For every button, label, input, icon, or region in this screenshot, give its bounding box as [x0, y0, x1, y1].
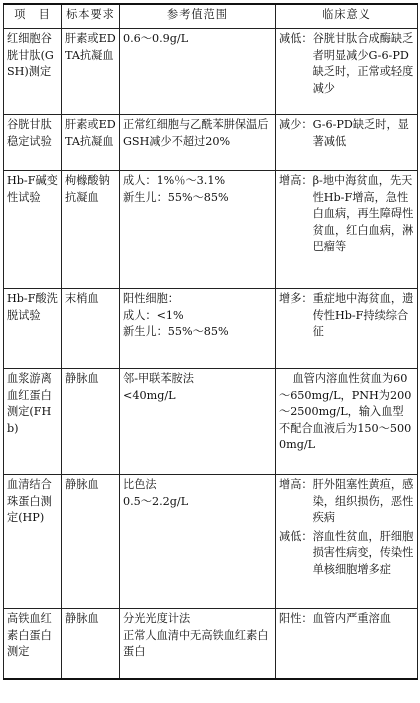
significance-text: 血管内严重溶血	[312, 612, 391, 625]
cell-specimen: 静脉血	[62, 609, 120, 679]
significance-text: 谷胱甘肽合成酶缺乏者明显减少G-6-PD缺乏时，正常或轻度减少	[312, 32, 414, 95]
table-row	[4, 115, 418, 171]
cell-item: 血清结合珠蛋白测定(HP)	[4, 475, 62, 609]
cell-significance	[276, 369, 418, 475]
cell-item: 谷胱甘肽稳定试验	[4, 115, 62, 171]
cell-significance	[276, 289, 418, 369]
reference-line: 0.6～0.9g/L	[123, 32, 189, 45]
significance-label: 减少：	[279, 118, 313, 131]
significance-text: 肝外阻塞性黄疸，感染，组织损伤，恶性疾病	[312, 478, 414, 524]
header-item: 项 目	[4, 4, 62, 29]
cell-significance	[276, 171, 418, 289]
reference-table	[3, 3, 418, 680]
cell-item: 红细胞谷胱甘肽(GSH)测定	[4, 29, 62, 115]
cell-item: 高铁血红素白蛋白测定	[4, 609, 62, 679]
cell-reference	[120, 609, 276, 679]
significance-label: 增多：	[279, 292, 313, 305]
significance-entry	[279, 611, 414, 628]
table-row	[4, 289, 418, 369]
cell-reference	[120, 29, 276, 115]
header-significance: 临床意义	[276, 4, 418, 29]
significance-text: 血管内溶血性贫血为60～650mg/L，PNH为200～2500mg/L，输入血型不配合血液后为150～5000mg/L	[279, 372, 412, 451]
significance-text: β-地中海贫血，先天性Hb-F增高，急性白血病，再生障碍性贫血，红白血病，淋巴瘤等	[312, 174, 414, 253]
cell-specimen: 末梢血	[62, 289, 120, 369]
cell-specimen: 枸橼酸钠抗凝血	[62, 171, 120, 289]
cell-significance	[276, 609, 418, 679]
table-body	[4, 29, 418, 679]
significance-text: G-6-PD缺乏时，显著减低	[312, 118, 409, 148]
cell-reference	[120, 475, 276, 609]
reference-line: 新生儿：55%～85%	[123, 190, 229, 204]
cell-significance	[276, 475, 418, 609]
significance-entry	[279, 117, 414, 150]
reference-line: 阳性细胞：	[123, 292, 179, 305]
table-header-row	[4, 4, 418, 29]
significance-label: 减低：	[279, 32, 313, 45]
significance-entry	[279, 31, 414, 97]
header-specimen: 标本要求	[62, 4, 120, 29]
reference-line: 正常红细胞与乙酰苯肼保温后GSH减少不超过20%	[123, 118, 269, 148]
significance-entry	[279, 291, 414, 341]
reference-line: <40mg/L	[123, 388, 176, 402]
cell-reference	[120, 289, 276, 369]
significance-label: 增高：	[279, 174, 313, 187]
reference-line: 分光光度计法	[123, 612, 191, 625]
cell-item: 血浆游离血红蛋白测定(FHb)	[4, 369, 62, 475]
significance-text: 溶血性贫血，肝细胞损害性病变，传染性单核细胞增多症	[312, 529, 414, 576]
reference-line: 比色法	[123, 478, 157, 491]
significance-entry	[279, 477, 414, 527]
significance-entry	[279, 173, 414, 256]
table-row	[4, 171, 418, 289]
significance-entry	[279, 529, 414, 579]
cell-specimen: 肝素或EDTA抗凝血	[62, 29, 120, 115]
reference-line: 正常人血清中无高铁血红素白蛋白	[123, 628, 269, 658]
cell-item: Hb-F酸洗脱试验	[4, 289, 62, 369]
reference-line: 新生儿：55%～85%	[123, 325, 229, 338]
significance-entry	[279, 371, 414, 454]
cell-reference	[120, 171, 276, 289]
table-row	[4, 29, 418, 115]
reference-line: 邻-甲联苯胺法	[123, 372, 194, 385]
cell-reference	[120, 115, 276, 171]
reference-line: 成人：<1%	[123, 308, 184, 322]
cell-item: Hb-F碱变性试验	[4, 171, 62, 289]
cell-reference	[120, 369, 276, 475]
cell-significance	[276, 115, 418, 171]
table-row	[4, 475, 418, 609]
cell-specimen: 肝素或EDTA抗凝血	[62, 115, 120, 171]
cell-specimen: 静脉血	[62, 475, 120, 609]
significance-label: 减低：	[279, 529, 313, 543]
header-reference: 参考值范围	[120, 4, 276, 29]
cell-significance	[276, 29, 418, 115]
cell-specimen: 静脉血	[62, 369, 120, 475]
significance-label: 增高：	[279, 478, 313, 491]
significance-label: 阳性：	[279, 612, 313, 625]
reference-line: 0.5～2.2g/L	[123, 494, 189, 508]
reference-line: 成人：1%％～3.1%	[123, 174, 226, 187]
table-row	[4, 369, 418, 475]
table-row	[4, 609, 418, 679]
significance-text: 重症地中海贫血，遗传性Hb-F持续综合征	[312, 292, 414, 338]
